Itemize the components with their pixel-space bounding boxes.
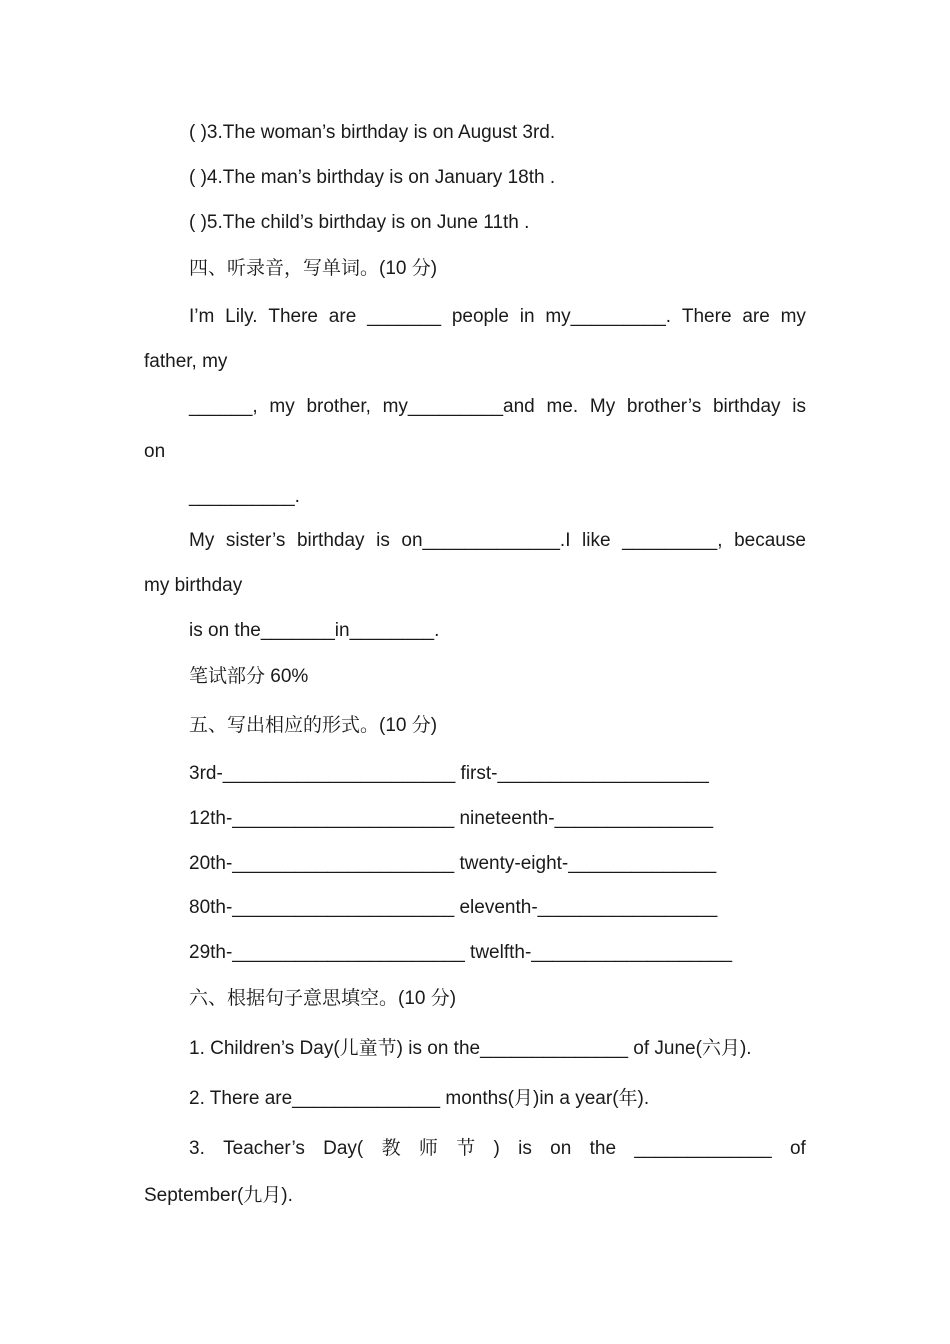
word: Teacher’s xyxy=(223,1138,305,1159)
word: sister’s xyxy=(225,530,286,551)
passage-line-1-wrap: father, my xyxy=(144,351,228,372)
form-row-2: 12th-_____________________ nineteenth-_______________ xyxy=(189,808,714,829)
passage-line-5: is on the_______in________. xyxy=(189,620,440,641)
blank: on_____________.I xyxy=(401,530,571,551)
word: is xyxy=(376,530,390,551)
word: is xyxy=(518,1138,532,1159)
fill-question-3 xyxy=(189,1137,806,1161)
form-row-4: 80th-_____________________ eleventh-_________________ xyxy=(189,897,718,918)
word: 教 xyxy=(381,1138,401,1159)
statement-5: ( )5.The child’s birthday is on June 11th . xyxy=(189,212,530,233)
passage-line-2-wrap: on xyxy=(144,441,166,462)
form-row-3: 20th-_____________________ twenty-eight-______________ xyxy=(189,853,717,874)
word: because xyxy=(734,530,806,551)
section-4-heading: 四、听录音，写单词。(10 分) xyxy=(189,258,438,279)
word: is xyxy=(792,396,806,417)
section-6-heading: 六、根据句子意思填空。(10 分) xyxy=(189,988,457,1009)
word: 师 xyxy=(418,1138,438,1159)
section-5-heading: 五、写出相应的形式。(10 分) xyxy=(189,715,438,736)
word: Lily. xyxy=(225,306,258,327)
word: like xyxy=(582,530,611,551)
form-row-5: 29th-______________________ twelfth-___________________ xyxy=(189,942,733,963)
word: There xyxy=(268,306,318,327)
fill-question-3-wrap: September(九月). xyxy=(144,1185,293,1206)
blank: my_________. xyxy=(545,306,672,327)
word: the xyxy=(589,1138,617,1159)
word: I’m xyxy=(189,306,215,327)
written-part-heading: 笔试部分 60% xyxy=(189,666,309,687)
word: There xyxy=(681,306,732,327)
passage-line-4 xyxy=(189,529,806,553)
word: Day( xyxy=(323,1138,364,1159)
blank: my_________and xyxy=(382,396,535,417)
statement-4: ( )4.The man’s birthday is on January 18th . xyxy=(189,167,556,188)
blank: _____________ xyxy=(634,1138,772,1159)
word: my xyxy=(780,306,806,327)
blank: _______ xyxy=(367,306,442,327)
word: are xyxy=(742,306,770,327)
blank: ______, xyxy=(189,396,258,417)
word: 3. xyxy=(189,1138,205,1159)
word: are xyxy=(328,306,357,327)
passage-line-1 xyxy=(189,305,806,329)
passage-line-2 xyxy=(189,395,806,419)
word: birthday xyxy=(296,530,365,551)
statement-3: ( )3.The woman’s birthday is on August 3rd. xyxy=(189,122,556,143)
word: birthday xyxy=(712,396,781,417)
word: on xyxy=(550,1138,572,1159)
passage-line-4-wrap: my birthday xyxy=(144,575,243,596)
word: brother’s xyxy=(626,396,702,417)
word: me. xyxy=(546,396,579,417)
fill-question-2: 2. There are______________ months(月)in a year(年). xyxy=(189,1088,650,1109)
word: brother, xyxy=(306,396,371,417)
word: My xyxy=(589,396,616,417)
word: of xyxy=(789,1138,806,1159)
word: my xyxy=(269,396,295,417)
passage-line-3: __________. xyxy=(189,486,300,507)
form-row-1: 3rd-______________________ first-____________________ xyxy=(189,763,709,784)
word: 节 xyxy=(456,1138,476,1159)
blank: _________, xyxy=(622,530,723,551)
fill-question-1: 1. Children’s Day(儿童节) is on the______________ of June(六月). xyxy=(189,1038,752,1059)
word: ) xyxy=(493,1138,500,1159)
word: My xyxy=(189,530,215,551)
word: people xyxy=(451,306,509,327)
word: in xyxy=(519,306,535,327)
